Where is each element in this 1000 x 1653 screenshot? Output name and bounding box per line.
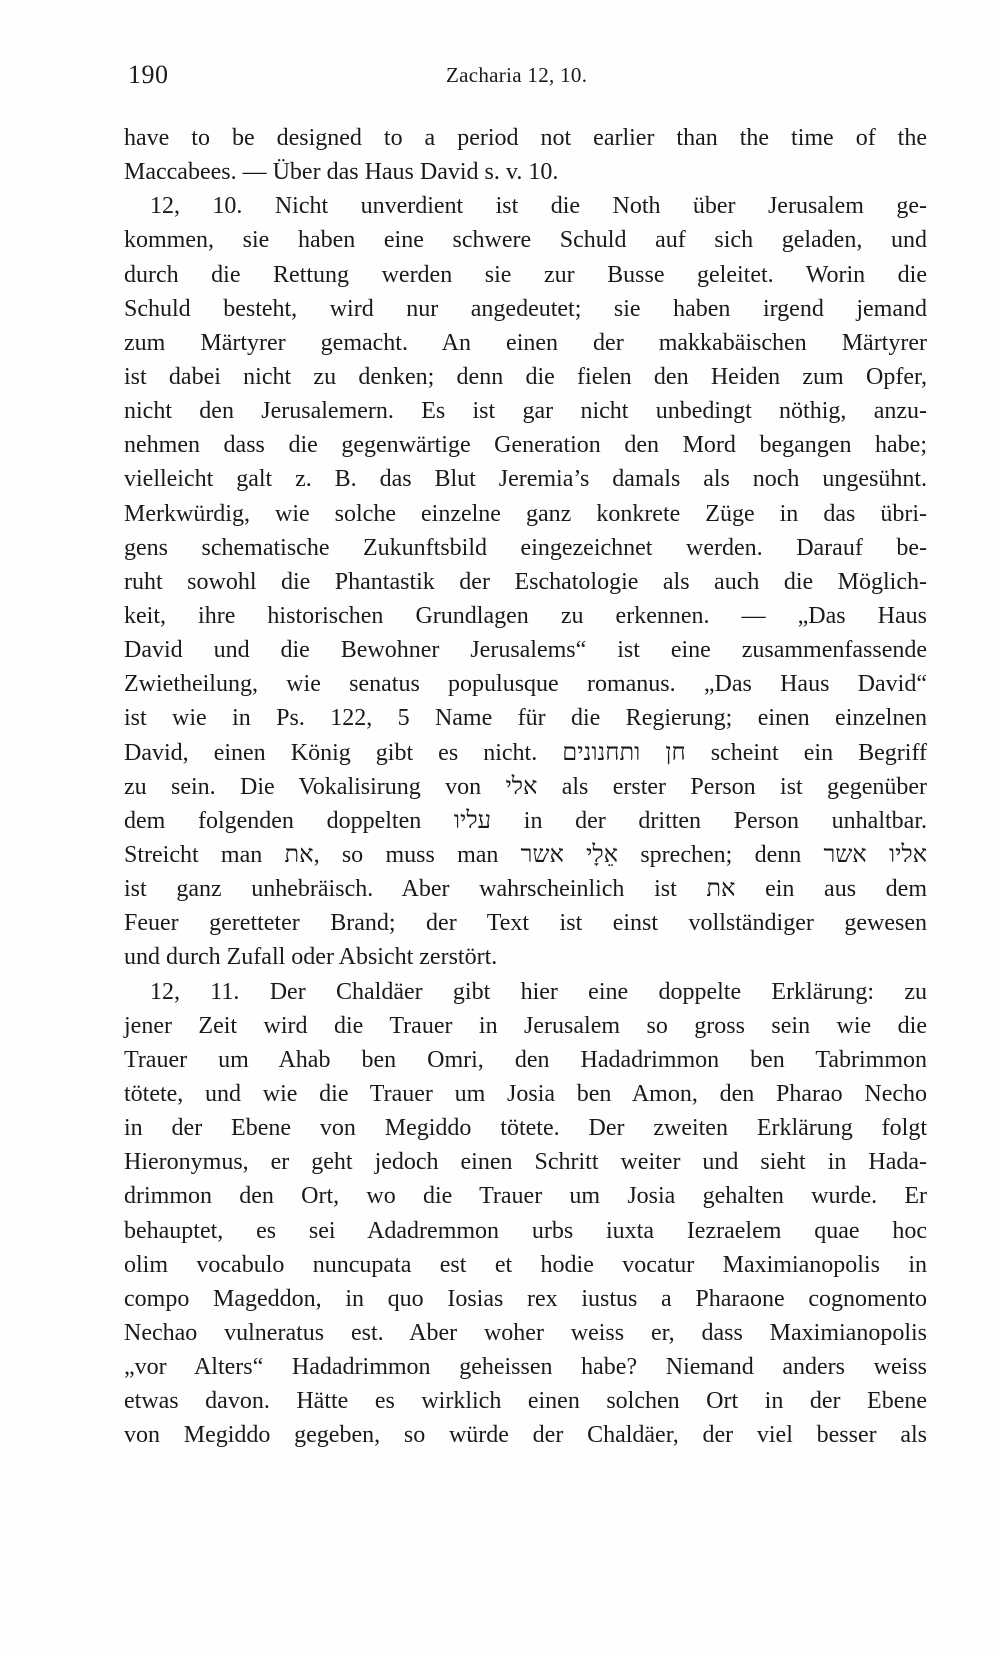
text-line: vielleicht galt z. B. das Blut Jeremia’s damals als noch ungesühnt. [124,466,927,493]
page-number: 190 [128,60,169,89]
text-line: ist dabei nicht zu denken; denn die fielen den Heiden zum Opfer, [124,363,927,390]
text-line: ist ganz unhebräisch. Aber wahrscheinlich ist את ein aus dem [124,876,927,903]
text-line: olim vocabulo nuncupata est et hodie vocatur Maximianopolis in [124,1251,927,1278]
text-line: have to be designed to a period not earlier than the time of the [124,125,927,151]
text-line: David, einen König gibt es nicht. חן ותחנונים scheint ein Begriff [124,739,927,766]
text-line: von Megiddo gegeben, so würde der Chaldäer, der viel besser als [124,1422,927,1449]
text-line: Hieronymus, er geht jedoch einen Schritt weiter und sieht in Hada- [124,1149,927,1176]
text-line: und durch Zufall oder Absicht zerstört. [124,944,498,971]
text-line: Merkwürdig, wie solche einzelne ganz konkrete Züge in das übri- [124,500,927,527]
text-line: behauptet, es sei Adadremmon urbs iuxta Iezraelem quae hoc [124,1217,927,1244]
text-line: gens schematische Zukunftsbild eingezeichnet werden. Darauf be- [124,534,927,561]
text-line: Zwietheilung, wie senatus populusque romanus. „Das Haus David“ [124,671,927,698]
text-line: Schuld besteht, wird nur angedeutet; sie haben irgend jemand [124,295,927,322]
page-header [128,60,928,100]
text-line: zum Märtyrer gemacht. An einen der makkabäischen Märtyrer [124,329,927,356]
text-line: Feuer geretteter Brand; der Text ist einst vollständiger gewesen [124,910,927,937]
running-head: Zacharia 12, 10. [446,63,588,87]
text-line: drimmon den Ort, wo die Trauer um Josia gehalten wurde. Er [124,1183,927,1210]
text-line: ruht sowohl die Phantastik der Eschatologie als auch die Möglich- [124,568,927,595]
text-line: ist wie in Ps. 122, 5 Name für die Regierung; einen einzelnen [124,705,927,732]
text-line: Trauer um Ahab ben Omri, den Hadadrimmon ben Tabrimmon [124,1046,927,1073]
text-line: David und die Bewohner Jerusalems“ ist eine zusammenfassende [124,637,927,664]
text-line: in der Ebene von Megiddo tötete. Der zweiten Erklärung folgt [124,1115,927,1142]
text-line: kommen, sie haben eine schwere Schuld auf sich geladen, und [124,227,927,254]
text-line: 12, 10. Nicht unverdient ist die Noth über Jerusalem ge- [150,193,927,220]
text-line: tötete, und wie die Trauer um Josia ben Amon, den Pharao Necho [124,1080,927,1107]
text-line: nehmen dass die gegenwärtige Generation den Mord begangen habe; [124,432,927,459]
text-line: Maccabees. — Über das Haus David s. v. 10. [124,159,559,186]
text-line: durch die Rettung werden sie zur Busse geleitet. Worin die [124,261,927,288]
text-line: 12, 11. Der Chaldäer gibt hier eine doppelte Erklärung: zu [150,978,927,1005]
text-line: compo Mageddon, in quo Iosias rex iustus a Pharaone cognomento [124,1285,927,1312]
body-text [124,121,927,1452]
text-line: keit, ihre historischen Grundlagen zu erkennen. — „Das Haus [124,602,927,629]
text-line: „vor Alters“ Hadadrimmon geheissen habe? Niemand anders weiss [124,1354,927,1381]
text-line: nicht den Jerusalemern. Es ist gar nicht unbedingt nöthig, anzu- [124,398,927,425]
text-line: etwas davon. Hätte es wirklich einen solchen Ort in der Ebene [124,1388,927,1415]
text-line: jener Zeit wird die Trauer in Jerusalem so gross sein wie die [124,1012,927,1039]
text-line: dem folgenden doppelten עליו in der dritten Person unhaltbar. [124,807,927,834]
text-line: Streicht man את, so muss man אֵלָי אשר sprechen; denn אליו אשר [124,841,928,868]
text-line: Nechao vulneratus est. Aber woher weiss er, dass Maximianopolis [124,1319,927,1346]
text-line: zu sein. Die Vokalisirung von אלי als erster Person ist gegenüber [124,773,927,800]
